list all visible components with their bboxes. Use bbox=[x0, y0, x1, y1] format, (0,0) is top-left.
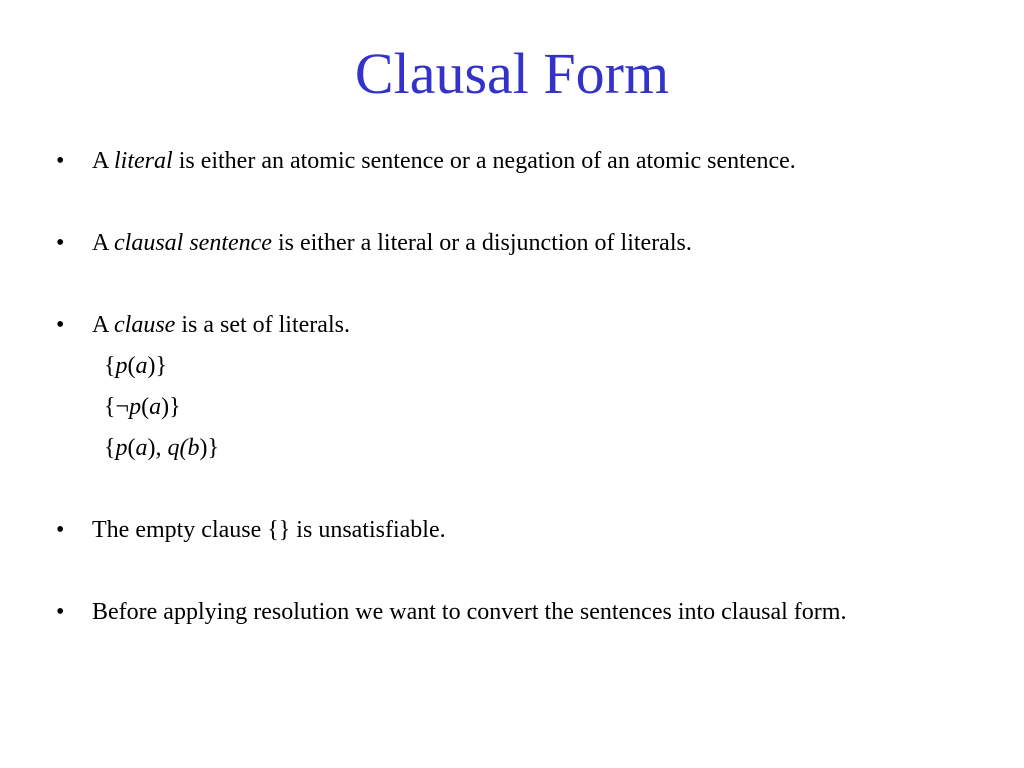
term-clausal-sentence: clausal sentence bbox=[114, 230, 272, 256]
bullet-text: A clausal sentence is either a literal or a disjunction of literals. bbox=[92, 230, 692, 256]
clause-example-2: {¬p(a)} bbox=[104, 394, 181, 420]
slide-title: Clausal Form bbox=[354, 41, 670, 106]
bullet-icon: • bbox=[56, 148, 65, 174]
clause-example-1: {p(a)} bbox=[104, 353, 168, 379]
bullet-text: A literal is either an atomic sentence or a negation of an atomic sentence. bbox=[92, 148, 796, 174]
term-literal: literal bbox=[114, 148, 173, 174]
bullet-icon: • bbox=[56, 599, 65, 625]
clause-example-3: {p(a), q(b)} bbox=[104, 435, 220, 461]
bullet-icon: • bbox=[56, 517, 65, 543]
bullet-text: The empty clause {} is unsatisfiable. bbox=[92, 517, 446, 543]
bullet-text: A clause is a set of literals. bbox=[92, 312, 350, 338]
bullet-icon: • bbox=[56, 312, 65, 338]
bullet-text: Before applying resolution we want to convert the sentences into clausal form. bbox=[92, 599, 847, 625]
negation-symbol: ¬ bbox=[115, 394, 130, 420]
bullet-icon: • bbox=[56, 230, 65, 256]
term-clause: clause bbox=[114, 312, 176, 338]
